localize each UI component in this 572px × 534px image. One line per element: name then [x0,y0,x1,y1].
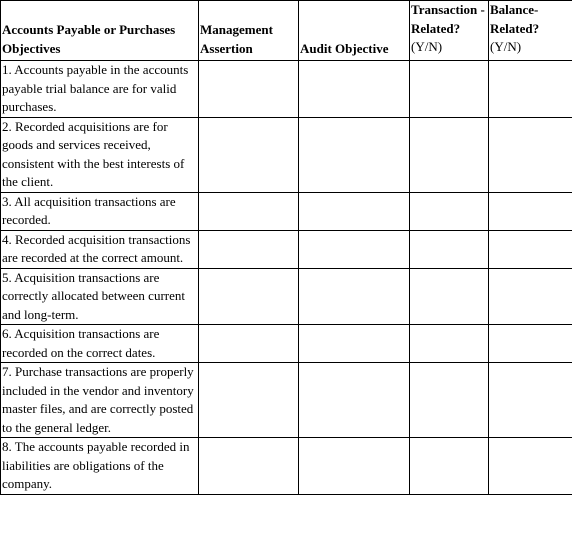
balance-related-cell[interactable] [489,363,572,438]
audit-objective-cell[interactable] [299,230,410,268]
assertion-cell[interactable] [199,325,299,363]
header-transaction-yn: (Y/N) [411,39,443,54]
table-header-row [1,1,572,61]
assertion-cell[interactable] [199,363,299,438]
balance-related-cell[interactable] [489,438,572,495]
balance-related-cell[interactable] [489,117,572,192]
header-balance-related [489,1,572,61]
transaction-related-cell[interactable] [410,61,489,118]
objective-cell: 3. All acquisition transactions are recorded. [1,192,199,230]
table-row [1,363,572,438]
header-balance-yn: (Y/N) [490,39,522,54]
header-transaction-related-label: Transaction -Related? [411,2,485,36]
audit-objective-cell[interactable] [299,363,410,438]
header-balance-related-label: Balance-Related? [490,2,540,36]
header-audit-objective: Audit Objective [299,1,410,61]
objective-cell: 5. Acquisition transactions are correctly allocated between current and long-term. [1,268,199,325]
audit-objective-cell[interactable] [299,61,410,118]
header-management-assertion: Management Assertion [199,1,299,61]
table-row [1,438,572,495]
balance-related-cell[interactable] [489,230,572,268]
objective-cell: 8. The accounts payable recorded in liabilities are obligations of the company. [1,438,199,495]
table-row [1,117,572,192]
balance-related-cell[interactable] [489,325,572,363]
assertion-cell[interactable] [199,268,299,325]
assertion-cell[interactable] [199,438,299,495]
transaction-related-cell[interactable] [410,363,489,438]
balance-related-cell[interactable] [489,192,572,230]
table-row [1,61,572,118]
transaction-related-cell[interactable] [410,117,489,192]
objective-cell: 6. Acquisition transactions are recorded on the correct dates. [1,325,199,363]
objective-cell: 7. Purchase transactions are properly included in the vendor and inventory master files, and are correctly posted to the general ledger. [1,363,199,438]
transaction-related-cell[interactable] [410,438,489,495]
objective-cell: 4. Recorded acquisition transactions are recorded at the correct amount. [1,230,199,268]
header-objectives: Accounts Payable or Purchases Objectives [1,1,199,61]
assertion-cell[interactable] [199,61,299,118]
transaction-related-cell[interactable] [410,268,489,325]
assertion-cell[interactable] [199,192,299,230]
table-row [1,325,572,363]
audit-objective-cell[interactable] [299,268,410,325]
audit-objective-cell[interactable] [299,325,410,363]
transaction-related-cell[interactable] [410,325,489,363]
objective-cell: 2. Recorded acquisitions are for goods and services received, consistent with the best interests of the client. [1,117,199,192]
transaction-related-cell[interactable] [410,230,489,268]
balance-related-cell[interactable] [489,268,572,325]
audit-objective-cell[interactable] [299,438,410,495]
transaction-related-cell[interactable] [410,192,489,230]
objective-cell: 1. Accounts payable in the accounts payable trial balance are for valid purchases. [1,61,199,118]
header-transaction-related [410,1,489,61]
table-row [1,192,572,230]
balance-related-cell[interactable] [489,61,572,118]
table-row [1,230,572,268]
audit-objective-cell[interactable] [299,117,410,192]
assertion-cell[interactable] [199,117,299,192]
audit-objective-cell[interactable] [299,192,410,230]
assertion-cell[interactable] [199,230,299,268]
table-row [1,268,572,325]
